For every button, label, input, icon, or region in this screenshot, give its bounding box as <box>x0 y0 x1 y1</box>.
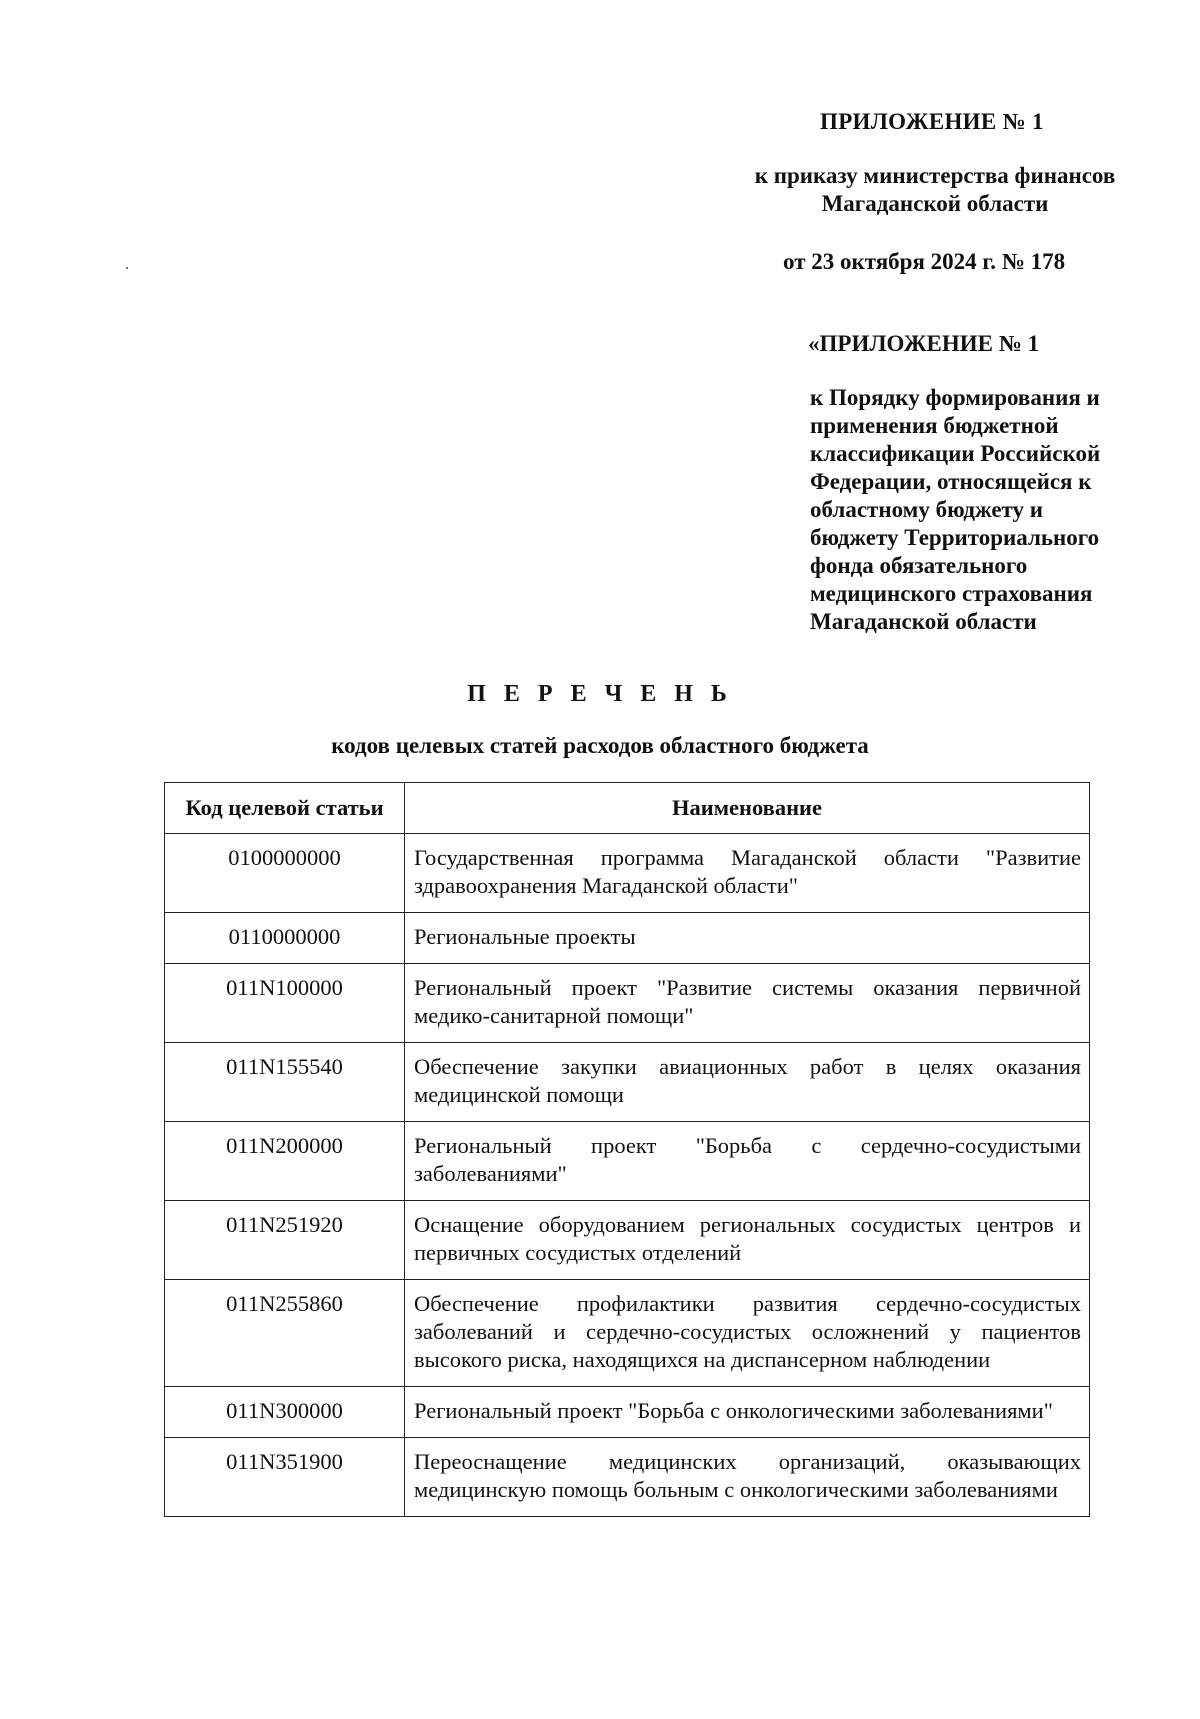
procedure-line: бюджету Территориального <box>810 525 1100 550</box>
name-cell: Переоснащение медицинских организаций, оказывающих медицинскую помощь больным с онкологическими заболеваниями <box>405 1438 1090 1517</box>
table-row <box>165 1438 1090 1517</box>
column-header-name: Наименование <box>405 783 1090 834</box>
table-row <box>165 1387 1090 1438</box>
name-cell: Региональные проекты <box>405 913 1090 964</box>
target-codes-table <box>164 782 1090 1517</box>
procedure-line: к Порядку формирования и <box>810 385 1100 410</box>
code-cell: 011N351900 <box>165 1438 405 1517</box>
procedure-line: классификации Российской <box>810 441 1101 466</box>
procedure-reference <box>810 384 1150 636</box>
procedure-line: медицинского страхования <box>810 581 1093 606</box>
column-header-code: Код целевой статьи <box>165 783 405 834</box>
document-subtitle: кодов целевых статей расходов областного бюджета <box>331 733 869 758</box>
code-cell: 0110000000 <box>165 913 405 964</box>
name-cell: Региональный проект "Борьба с онкологическими заболеваниями" <box>405 1387 1090 1438</box>
code-cell: 011N100000 <box>165 964 405 1043</box>
name-cell: Региональный проект "Развитие системы оказания первичной медико-санитарной помощи" <box>405 964 1090 1043</box>
annex-title: ПРИЛОЖЕНИЕ № 1 <box>820 109 1044 134</box>
procedure-line: областному бюджету и <box>810 497 1044 522</box>
table-row <box>165 1280 1090 1387</box>
table-row <box>165 964 1090 1043</box>
name-cell: Региональный проект "Борьба с сердечно-сосудистыми заболеваниями" <box>405 1122 1090 1201</box>
order-date: от 23 октября 2024 г. № 178 <box>783 249 1066 274</box>
order-reference <box>740 162 1130 218</box>
name-cell: Обеспечение профилактики развития сердечно-сосудистых заболеваний и сердечно-сосудистых осложнений у пациентов высокого риска, находящихся на диспансерном наблюдении <box>405 1280 1090 1387</box>
table-header-row <box>165 783 1090 834</box>
name-cell: Обеспечение закупки авиационных работ в целях оказания медицинской помощи <box>405 1043 1090 1122</box>
table-row <box>165 1043 1090 1122</box>
order-line: Магаданской области <box>821 191 1049 216</box>
code-cell: 011N255860 <box>165 1280 405 1387</box>
procedure-line: Федерации, относящейся к <box>810 469 1092 494</box>
code-cell: 011N251920 <box>165 1201 405 1280</box>
table-row <box>165 834 1090 913</box>
document-title: П Е Р Е Ч Е Н Ь <box>467 681 733 707</box>
order-line: к приказу министерства финансов <box>754 163 1116 188</box>
name-cell: Государственная программа Магаданской области "Развитие здравоохранения Магаданской области" <box>405 834 1090 913</box>
annex-title-quoted: «ПРИЛОЖЕНИЕ № 1 <box>808 331 1040 356</box>
scan-speck <box>126 267 128 269</box>
table-row <box>165 1201 1090 1280</box>
procedure-line: фонда обязательного <box>810 553 1028 578</box>
code-cell: 011N200000 <box>165 1122 405 1201</box>
name-cell: Оснащение оборудованием региональных сосудистых центров и первичных сосудистых отделений <box>405 1201 1090 1280</box>
code-cell: 011N155540 <box>165 1043 405 1122</box>
code-cell: 011N300000 <box>165 1387 405 1438</box>
procedure-line: Магаданской области <box>810 609 1037 634</box>
procedure-line: применения бюджетной <box>810 413 1059 438</box>
code-cell: 0100000000 <box>165 834 405 913</box>
table-row <box>165 1122 1090 1201</box>
table-row <box>165 913 1090 964</box>
